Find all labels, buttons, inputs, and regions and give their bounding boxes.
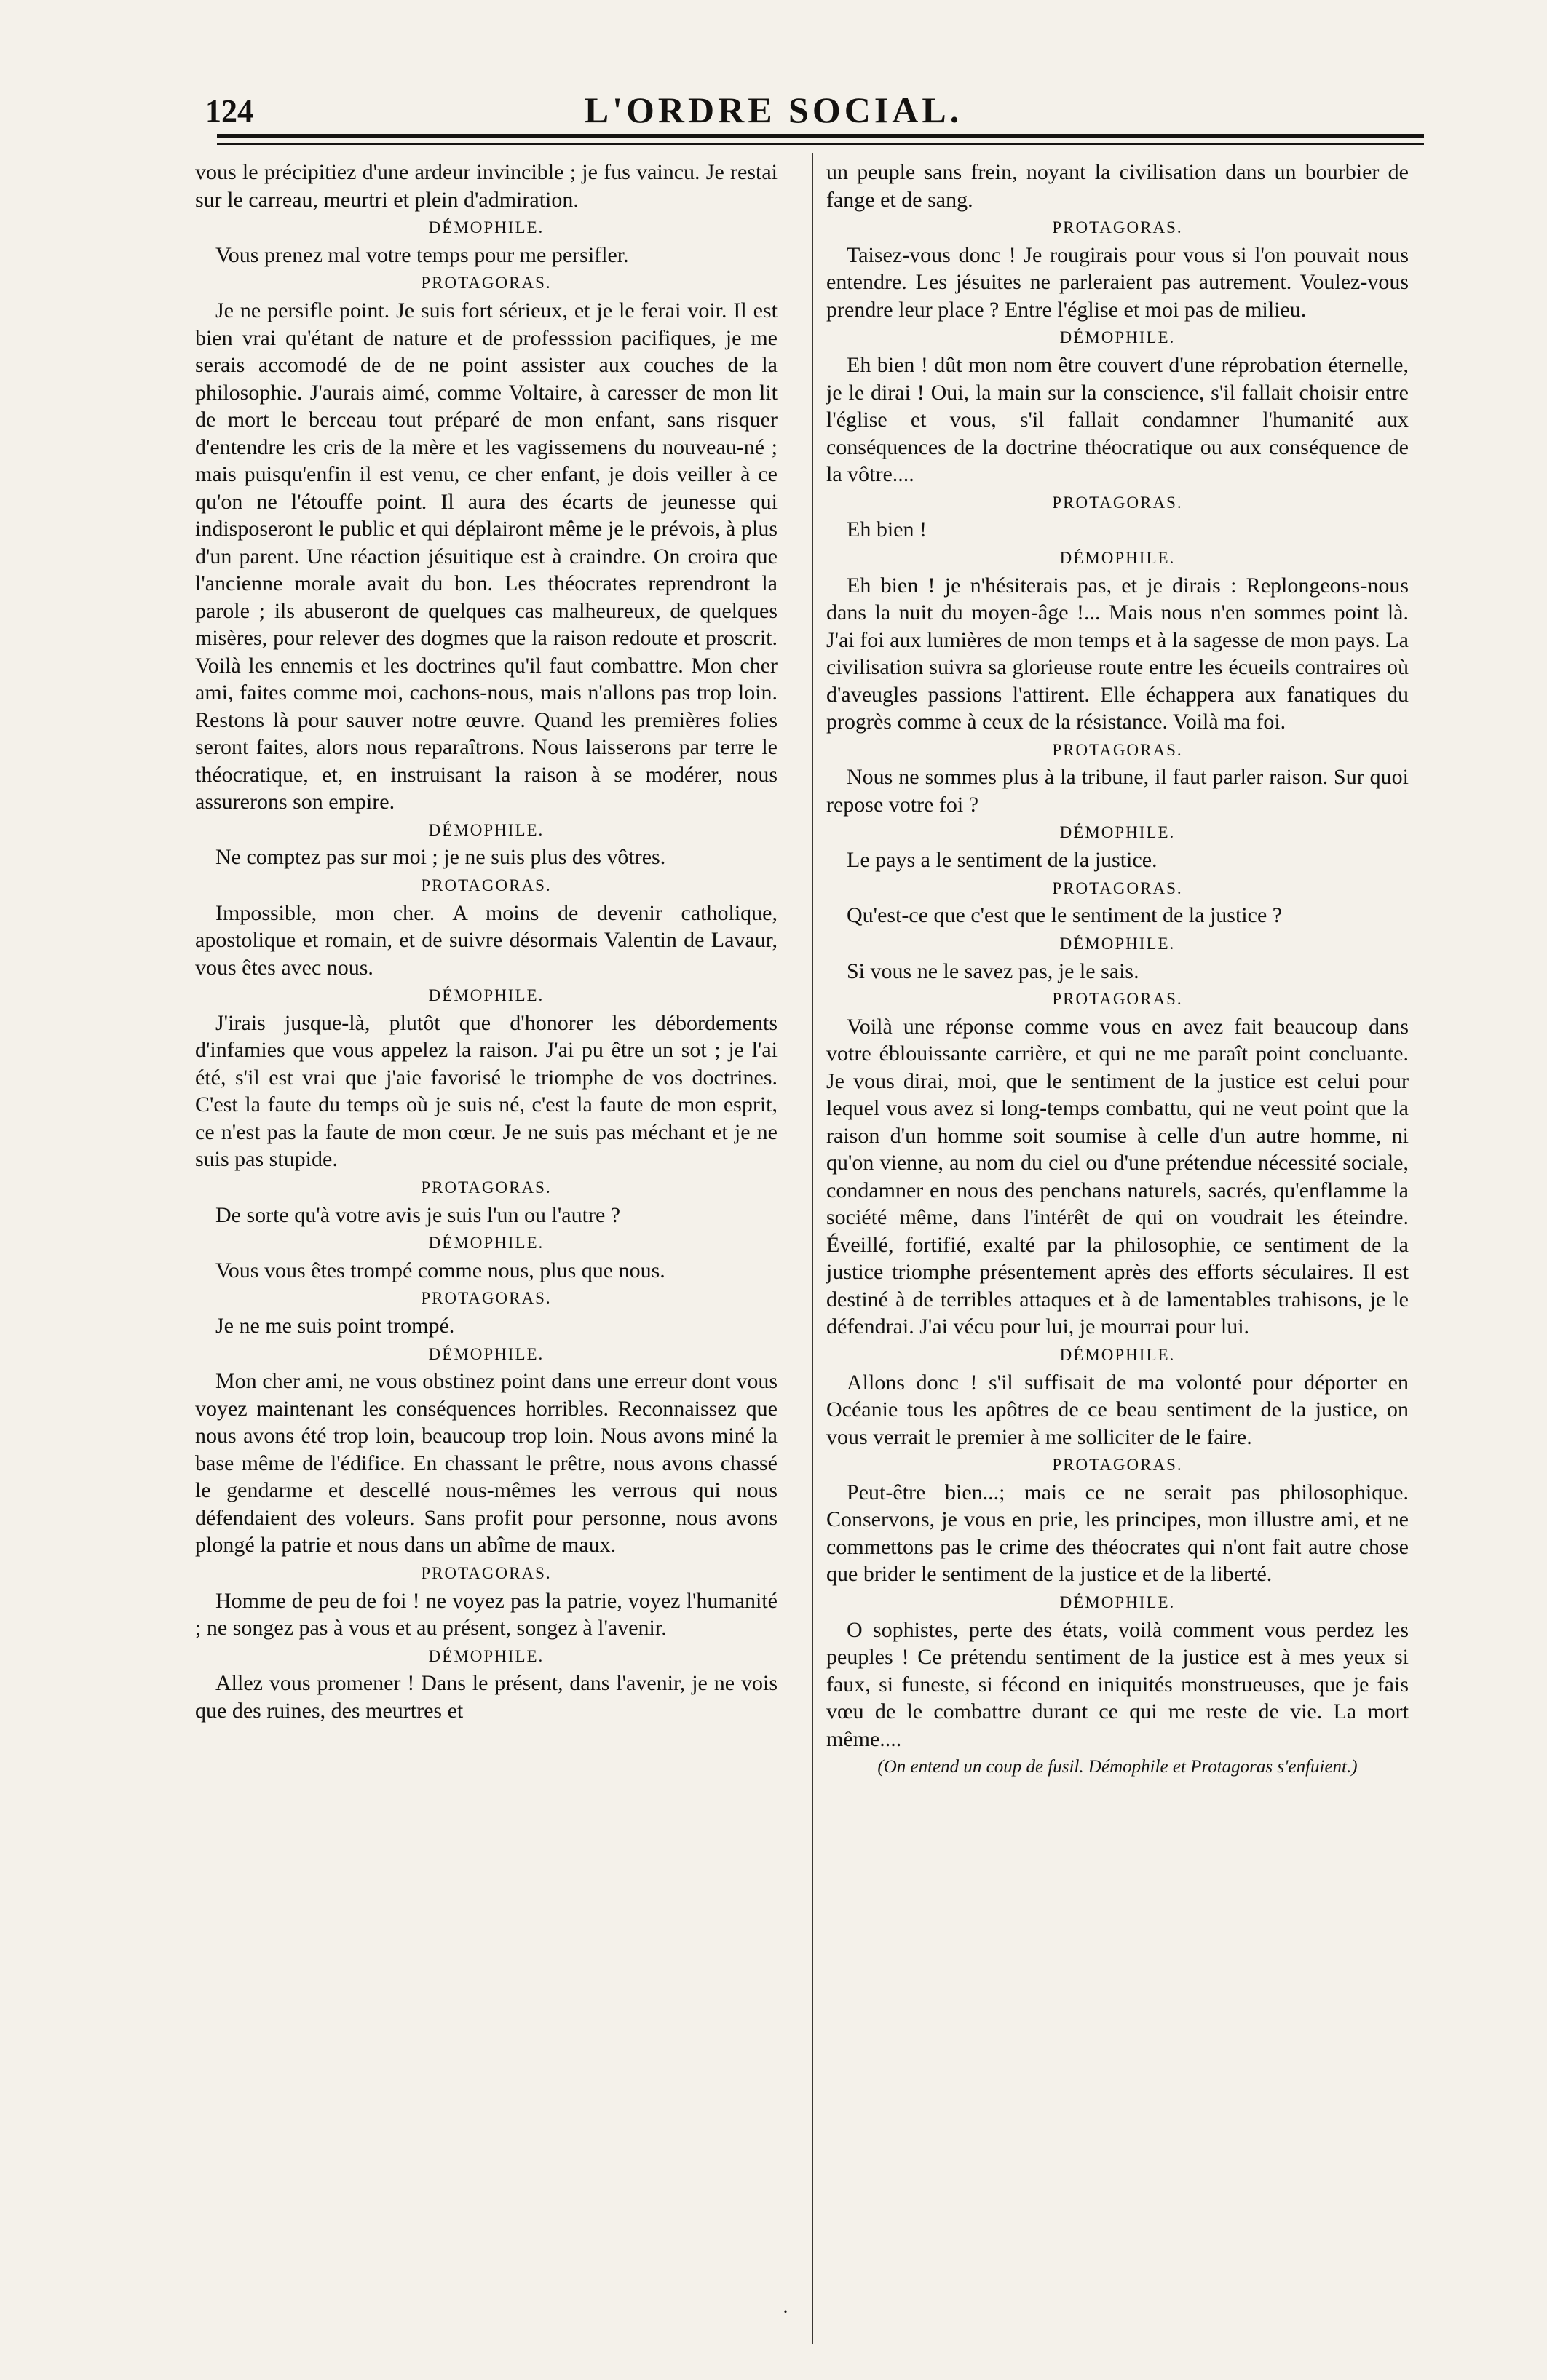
header-rule-thin: [217, 143, 1424, 145]
speaker-name: DÉMOPHILE.: [428, 1344, 545, 1363]
dialogue-paragraph: O sophistes, perte des états, voilà comment vous perdez les peuples ! Ce prétendu sentiment de la justice est à mes yeux si faux, si funeste, si fécond en iniquités monstrueuses, que je fais vœu de le combattre durant ce qui me reste de vie. La mort même....: [826, 1617, 1409, 1751]
column-divider: [812, 153, 813, 2344]
dialogue-paragraph: Eh bien ! dût mon nom être couvert d'une réprobation éternelle, je le dirai ! Oui, la main sur la conscience, s'il fallait choisir entre l'église et vous, s'il fallait condamner l'humanité aux conséquences de la doctrine théocratique ou aux conséquence de la vôtre....: [826, 353, 1409, 486]
dialogue-paragraph: Je ne persifle point. Je suis fort sérieux, et je le ferai voir. Il est bien vrai qu'étant de nature et de professsion pacifiques, je me serais accomodé de de ne point assister aux couches de la philosophie. J'aurais aimé, comme Voltaire, à caresser de mon lit de mort le berceau tout préparé de mon enfant, sans risquer d'entendre les cris de la mère et les vagissemens du nouveau-né ; mais puisqu'enfin il est venu, ce cher enfant, je dois veiller à ce qu'on ne l'étouffe point. Il aura des écarts de jeunesse qui indisposeront le public et qui déplairont même je le prévois, à plus d'un parent. Une réaction jésuitique est à craindre. On croira que l'ancienne morale avait du bon. Les théocrates reprendront la parole ; ils abuseront de quelques cas malheureux, de quelques misères, pour relever des dogmes que la raison redoute et proscrit. Voilà les ennemis et les doctrines qu'il faut combattre. Mon cher ami, faites comme moi, cachons-nous, mais n'allons pas trop loin. Restons là pour sauver notre œuvre. Quand les premières folies seront faites, alors nous reparaîtrons. Nous laisserons par terre le théocratique, et, en instruisant la raison à se modérer, nous assurerons son empire.: [195, 298, 778, 814]
speaker-name: PROTAGORAS.: [1052, 1456, 1183, 1474]
dialogue-paragraph: Voilà une réponse comme vous en avez fait beaucoup dans votre éblouissante carrière, et qui ne me paraît point concluante. Je vous dirai, moi, que le sentiment de la justice est celui pour lequel vous avez si long-temps combattu, qui ne veut point que la raison d'un homme soit soumise à celle d'un autre homme, ni qu'on vienne, au nom du ciel ou d'une prétendue nécessité sociale, condamner en nous des penchans naturels, sacrés, qu'enflamme la société même, dans l'intérêt de qui on voudrait les éteindre. Éveillé, fortifié, exalté par la philosophie, ce sentiment de la justice triomphe présentement après des efforts séculaires. Il est destiné à de terribles attaques et à de lamentables trahisons, je le défendrai. J'ai vécu pour lui, je mourrai pour lui.: [826, 1014, 1409, 1339]
dialogue-paragraph: Nous ne sommes plus à la tribune, il faut parler raison. Sur quoi repose votre foi ?: [826, 765, 1409, 817]
left-column: [195, 159, 778, 1724]
speaker-name: PROTAGORAS.: [1052, 740, 1183, 759]
speaker-name: PROTAGORAS.: [421, 274, 552, 293]
speaker-name: PROTAGORAS.: [1052, 878, 1183, 897]
dialogue-paragraph: Qu'est-ce que c'est que le sentiment de la justice ?: [847, 903, 1283, 928]
speaker-name: DÉMOPHILE.: [1059, 934, 1176, 953]
page-number: 124: [205, 93, 253, 129]
dialogue-paragraph: Eh bien ! je n'hésiterais pas, et je dirais : Replongeons-nous dans la nuit du moyen-âge !... Mais nous n'en sommes point là. J'ai foi aux lumières de mon temps et à la sagesse de mon pays. La civilisation suivra sa glorieuse route entre les écueils contraires où d'aveugles passions l'attirent. Elle échappera aux fanatiques du progrès comme à ceux de la résistance. Voilà ma foi.: [826, 573, 1409, 734]
speaker-name: PROTAGORAS.: [421, 1178, 552, 1197]
dialogue-paragraph: Allons donc ! s'il suffisait de ma volonté pour déporter en Océanie tous les apôtres de ce beau sentiment de la justice, on vous verrait le premier à me solliciter de le faire.: [826, 1370, 1409, 1449]
speaker-name: PROTAGORAS.: [421, 1563, 552, 1582]
dialogue-paragraph: Taisez-vous donc ! Je rougirais pour vous si l'on pouvait nous entendre. Les jésuites ne parleraient pas autrement. Voulez-vous prendre leur place ? Entre l'église et moi pas de milieu.: [826, 242, 1409, 322]
speaker-name: DÉMOPHILE.: [1059, 548, 1176, 567]
dialogue-paragraph: vous le précipitiez d'une ardeur invincible ; je fus vaincu. Je restai sur le carreau, meurtri et plein d'admiration.: [195, 160, 778, 212]
dialogue-paragraph: Homme de peu de foi ! ne voyez pas la patrie, voyez l'humanité ; ne songez pas à vous et au présent, songez à l'avenir.: [195, 1588, 778, 1640]
speaker-name: PROTAGORAS.: [421, 876, 552, 895]
dialogue-paragraph: Allez vous promener ! Dans le présent, dans l'avenir, je ne vois que des ruines, des meurtres et: [195, 1671, 778, 1723]
dialogue-paragraph: Eh bien !: [847, 517, 927, 542]
speaker-name: PROTAGORAS.: [1052, 990, 1183, 1008]
speaker-name: DÉMOPHILE.: [1059, 823, 1176, 842]
speaker-name: DÉMOPHILE.: [1059, 328, 1176, 347]
speaker-name: PROTAGORAS.: [1052, 218, 1183, 237]
speaker-name: DÉMOPHILE.: [428, 1646, 545, 1665]
dialogue-paragraph: un peuple sans frein, noyant la civilisation dans un bourbier de fange et de sang.: [826, 160, 1409, 212]
speaker-name: DÉMOPHILE.: [428, 986, 545, 1004]
header-rule-thick: [217, 134, 1424, 138]
dialogue-paragraph: Si vous ne le savez pas, je le sais.: [847, 959, 1139, 983]
bottom-mark: ·: [782, 2300, 789, 2324]
speaker-name: DÉMOPHILE.: [428, 820, 545, 839]
dialogue-paragraph: Je ne me suis point trompé.: [215, 1314, 455, 1338]
speaker-name: DÉMOPHILE.: [1059, 1592, 1176, 1611]
dialogue-paragraph: Ne comptez pas sur moi ; je ne suis plus des vôtres.: [215, 845, 666, 870]
dialogue-paragraph: Vous vous êtes trompé comme nous, plus que nous.: [215, 1258, 665, 1282]
dialogue-paragraph: J'irais jusque-là, plutôt que d'honorer les débordements d'infamies que vous appelez la raison. J'ai pu être un sot ; je l'ai été, s'il est vrai que j'aie favorisé le triomphe de vos doctrines. C'est la faute du temps où je suis né, c'est la faute de mon esprit, ce n'est pas la faute de mon cœur. Je ne suis pas méchant et je ne suis pas stupide.: [195, 1010, 778, 1172]
speaker-name: DÉMOPHILE.: [1059, 1345, 1176, 1364]
stage-direction: (On entend un coup de fusil. Démophile et Protagoras s'enfuient.): [877, 1757, 1358, 1777]
speaker-name: DÉMOPHILE.: [428, 1234, 545, 1252]
running-title: L'ORDRE SOCIAL.: [584, 90, 963, 130]
right-column: [826, 159, 1409, 1778]
speaker-name: DÉMOPHILE.: [428, 218, 545, 237]
speaker-name: PROTAGORAS.: [421, 1289, 552, 1308]
speaker-name: PROTAGORAS.: [1052, 493, 1183, 512]
dialogue-paragraph: Mon cher ami, ne vous obstinez point dans une erreur dont vous voyez maintenant les conséquences horribles. Reconnaissez que nous avons été trop loin, beaucoup trop loin. Nous avons miné la base même de l'édifice. En chassant le prêtre, nous avons chassé le gendarme et descellé nous-mêmes les verrous qui nous défendaient des voleurs. Sans profit pour personne, nous avons plongé la patrie et nous dans un abîme de maux.: [195, 1369, 778, 1558]
dialogue-paragraph: De sorte qu'à votre avis je suis l'un ou l'autre ?: [215, 1202, 621, 1227]
dialogue-paragraph: Le pays a le sentiment de la justice.: [847, 848, 1158, 872]
dialogue-paragraph: Peut-être bien...; mais ce ne serait pas philosophique. Conservons, je vous en prie, les principes, mon illustre ami, et ne commettons pas le crime des théocrates qui n'ont fait autre chose que brider le sentiment de la justice et de la liberté.: [826, 1480, 1409, 1587]
dialogue-paragraph: Impossible, mon cher. A moins de devenir catholique, apostolique et romain, et de suivre désormais Valentin de Lavaur, vous êtes avec nous.: [195, 900, 778, 980]
dialogue-paragraph: Vous prenez mal votre temps pour me persifler.: [215, 242, 629, 267]
